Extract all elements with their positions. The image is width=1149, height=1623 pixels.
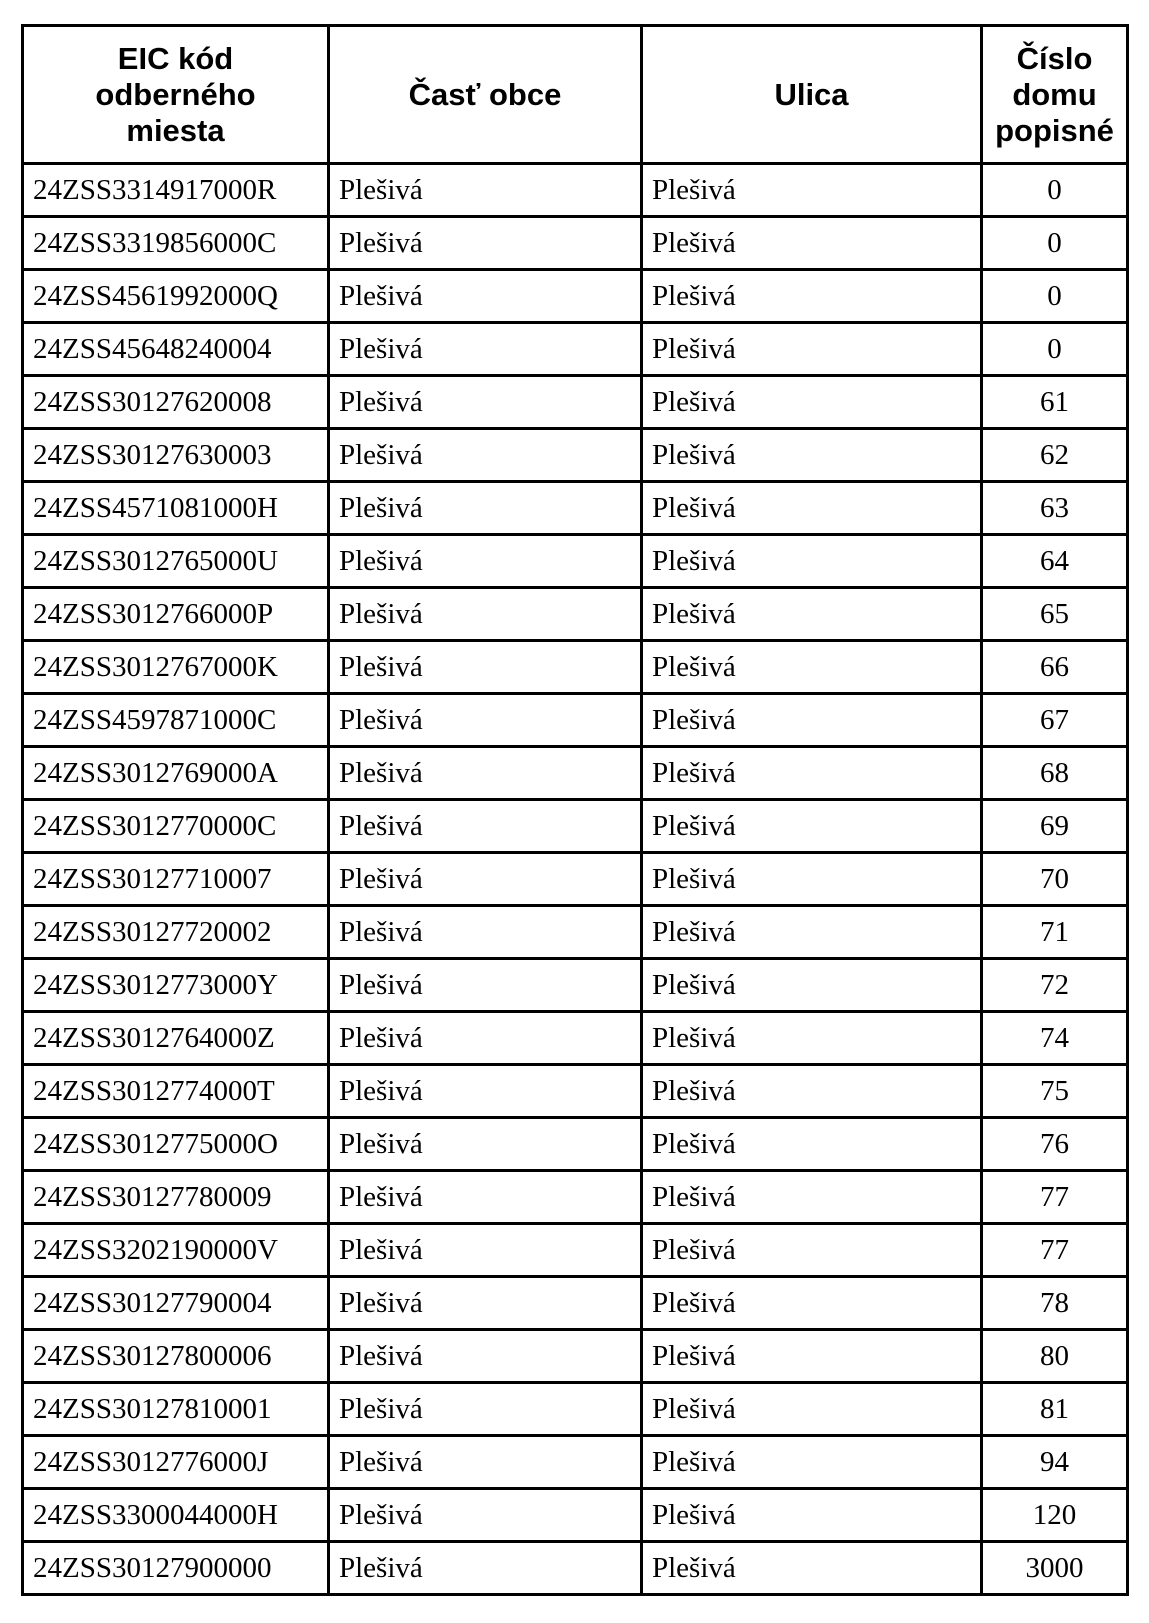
eic-code-cell: 24ZSS45648240004 bbox=[23, 323, 329, 376]
street-cell: Plešivá bbox=[642, 1224, 982, 1277]
header-house-number bbox=[982, 26, 1128, 164]
table-row bbox=[23, 747, 1128, 800]
table-row bbox=[23, 641, 1128, 694]
part-of-town-cell: Plešivá bbox=[329, 1277, 642, 1330]
street-cell: Plešivá bbox=[642, 853, 982, 906]
eic-code-cell: 24ZSS30127710007 bbox=[23, 853, 329, 906]
eic-code-cell: 24ZSS30127800006 bbox=[23, 1330, 329, 1383]
part-of-town-cell: Plešivá bbox=[329, 164, 642, 217]
house-number-cell: 74 bbox=[982, 1012, 1128, 1065]
eic-code-cell: 24ZSS3012769000A bbox=[23, 747, 329, 800]
house-number-cell: 72 bbox=[982, 959, 1128, 1012]
eic-code-cell: 24ZSS30127790004 bbox=[23, 1277, 329, 1330]
table-row bbox=[23, 1383, 1128, 1436]
table-row bbox=[23, 1012, 1128, 1065]
house-number-cell: 78 bbox=[982, 1277, 1128, 1330]
house-number-cell: 75 bbox=[982, 1065, 1128, 1118]
street-cell: Plešivá bbox=[642, 1330, 982, 1383]
house-number-cell: 62 bbox=[982, 429, 1128, 482]
eic-code-cell: 24ZSS3300044000H bbox=[23, 1489, 329, 1542]
table-row bbox=[23, 1436, 1128, 1489]
table-row bbox=[23, 588, 1128, 641]
table-body bbox=[23, 164, 1128, 1595]
house-number-cell: 3000 bbox=[982, 1542, 1128, 1595]
street-cell: Plešivá bbox=[642, 694, 982, 747]
eic-address-table bbox=[21, 24, 1129, 1596]
table-row bbox=[23, 482, 1128, 535]
eic-code-cell: 24ZSS3202190000V bbox=[23, 1224, 329, 1277]
house-number-cell: 68 bbox=[982, 747, 1128, 800]
table-row bbox=[23, 1118, 1128, 1171]
table-row bbox=[23, 800, 1128, 853]
eic-code-cell: 24ZSS4597871000C bbox=[23, 694, 329, 747]
eic-code-cell: 24ZSS30127620008 bbox=[23, 376, 329, 429]
part-of-town-cell: Plešivá bbox=[329, 1171, 642, 1224]
part-of-town-cell: Plešivá bbox=[329, 482, 642, 535]
street-cell: Plešivá bbox=[642, 482, 982, 535]
house-number-cell: 61 bbox=[982, 376, 1128, 429]
table-row bbox=[23, 694, 1128, 747]
table-row bbox=[23, 1171, 1128, 1224]
table-row bbox=[23, 323, 1128, 376]
eic-code-cell: 24ZSS4561992000Q bbox=[23, 270, 329, 323]
street-cell: Plešivá bbox=[642, 588, 982, 641]
header-house-number-line: Číslo bbox=[1016, 40, 1093, 76]
header-eic-code-line: odberného bbox=[95, 76, 256, 112]
table-row bbox=[23, 535, 1128, 588]
house-number-cell: 94 bbox=[982, 1436, 1128, 1489]
eic-code-cell: 24ZSS30127630003 bbox=[23, 429, 329, 482]
document-table-container bbox=[21, 24, 1129, 1596]
street-cell: Plešivá bbox=[642, 747, 982, 800]
eic-code-cell: 24ZSS3012765000U bbox=[23, 535, 329, 588]
table-row bbox=[23, 959, 1128, 1012]
eic-code-cell: 24ZSS3012776000J bbox=[23, 1436, 329, 1489]
part-of-town-cell: Plešivá bbox=[329, 588, 642, 641]
part-of-town-cell: Plešivá bbox=[329, 429, 642, 482]
header-eic-code bbox=[23, 26, 329, 164]
table-row bbox=[23, 1065, 1128, 1118]
street-cell: Plešivá bbox=[642, 959, 982, 1012]
part-of-town-cell: Plešivá bbox=[329, 217, 642, 270]
street-cell: Plešivá bbox=[642, 164, 982, 217]
table-row bbox=[23, 1542, 1128, 1595]
eic-code-cell: 24ZSS3012770000C bbox=[23, 800, 329, 853]
street-cell: Plešivá bbox=[642, 429, 982, 482]
part-of-town-cell: Plešivá bbox=[329, 1065, 642, 1118]
part-of-town-cell: Plešivá bbox=[329, 800, 642, 853]
house-number-cell: 0 bbox=[982, 323, 1128, 376]
eic-code-cell: 24ZSS30127900000 bbox=[23, 1542, 329, 1595]
house-number-cell: 64 bbox=[982, 535, 1128, 588]
eic-code-cell: 24ZSS3012773000Y bbox=[23, 959, 329, 1012]
part-of-town-cell: Plešivá bbox=[329, 1436, 642, 1489]
table-row bbox=[23, 853, 1128, 906]
street-cell: Plešivá bbox=[642, 1489, 982, 1542]
house-number-cell: 66 bbox=[982, 641, 1128, 694]
street-cell: Plešivá bbox=[642, 1171, 982, 1224]
house-number-cell: 76 bbox=[982, 1118, 1128, 1171]
part-of-town-cell: Plešivá bbox=[329, 641, 642, 694]
header-part-of-town: Časť obce bbox=[329, 26, 642, 164]
table-row bbox=[23, 429, 1128, 482]
eic-code-cell: 24ZSS3012764000Z bbox=[23, 1012, 329, 1065]
part-of-town-cell: Plešivá bbox=[329, 323, 642, 376]
house-number-cell: 69 bbox=[982, 800, 1128, 853]
house-number-cell: 0 bbox=[982, 270, 1128, 323]
eic-code-cell: 24ZSS3012766000P bbox=[23, 588, 329, 641]
street-cell: Plešivá bbox=[642, 323, 982, 376]
part-of-town-cell: Plešivá bbox=[329, 1118, 642, 1171]
header-street: Ulica bbox=[642, 26, 982, 164]
street-cell: Plešivá bbox=[642, 217, 982, 270]
street-cell: Plešivá bbox=[642, 270, 982, 323]
table-row bbox=[23, 1330, 1128, 1383]
eic-code-cell: 24ZSS3012767000K bbox=[23, 641, 329, 694]
street-cell: Plešivá bbox=[642, 1065, 982, 1118]
part-of-town-cell: Plešivá bbox=[329, 535, 642, 588]
table-row bbox=[23, 1489, 1128, 1542]
eic-code-cell: 24ZSS3319856000C bbox=[23, 217, 329, 270]
eic-code-cell: 24ZSS3012775000O bbox=[23, 1118, 329, 1171]
street-cell: Plešivá bbox=[642, 1436, 982, 1489]
house-number-cell: 80 bbox=[982, 1330, 1128, 1383]
header-house-number-line: domu bbox=[1012, 76, 1097, 112]
header-eic-code-line: EIC kód bbox=[117, 40, 234, 76]
eic-code-cell: 24ZSS30127780009 bbox=[23, 1171, 329, 1224]
house-number-cell: 81 bbox=[982, 1383, 1128, 1436]
house-number-cell: 67 bbox=[982, 694, 1128, 747]
table-row bbox=[23, 164, 1128, 217]
part-of-town-cell: Plešivá bbox=[329, 853, 642, 906]
table-row bbox=[23, 906, 1128, 959]
street-cell: Plešivá bbox=[642, 1383, 982, 1436]
table-header-row bbox=[23, 26, 1128, 164]
street-cell: Plešivá bbox=[642, 641, 982, 694]
part-of-town-cell: Plešivá bbox=[329, 1383, 642, 1436]
table-row bbox=[23, 217, 1128, 270]
street-cell: Plešivá bbox=[642, 1277, 982, 1330]
part-of-town-cell: Plešivá bbox=[329, 906, 642, 959]
house-number-cell: 71 bbox=[982, 906, 1128, 959]
street-cell: Plešivá bbox=[642, 906, 982, 959]
part-of-town-cell: Plešivá bbox=[329, 1330, 642, 1383]
eic-code-cell: 24ZSS4571081000H bbox=[23, 482, 329, 535]
part-of-town-cell: Plešivá bbox=[329, 376, 642, 429]
house-number-cell: 77 bbox=[982, 1171, 1128, 1224]
house-number-cell: 120 bbox=[982, 1489, 1128, 1542]
street-cell: Plešivá bbox=[642, 1012, 982, 1065]
part-of-town-cell: Plešivá bbox=[329, 1542, 642, 1595]
eic-code-cell: 24ZSS30127720002 bbox=[23, 906, 329, 959]
street-cell: Plešivá bbox=[642, 1118, 982, 1171]
header-house-number-line: popisné bbox=[995, 112, 1114, 148]
table-row bbox=[23, 1277, 1128, 1330]
street-cell: Plešivá bbox=[642, 800, 982, 853]
part-of-town-cell: Plešivá bbox=[329, 1224, 642, 1277]
table-row bbox=[23, 1224, 1128, 1277]
house-number-cell: 63 bbox=[982, 482, 1128, 535]
street-cell: Plešivá bbox=[642, 535, 982, 588]
eic-code-cell: 24ZSS30127810001 bbox=[23, 1383, 329, 1436]
table-row bbox=[23, 376, 1128, 429]
table-row bbox=[23, 270, 1128, 323]
house-number-cell: 0 bbox=[982, 164, 1128, 217]
street-cell: Plešivá bbox=[642, 376, 982, 429]
eic-code-cell: 24ZSS3012774000T bbox=[23, 1065, 329, 1118]
part-of-town-cell: Plešivá bbox=[329, 270, 642, 323]
part-of-town-cell: Plešivá bbox=[329, 1489, 642, 1542]
house-number-cell: 65 bbox=[982, 588, 1128, 641]
part-of-town-cell: Plešivá bbox=[329, 694, 642, 747]
house-number-cell: 77 bbox=[982, 1224, 1128, 1277]
header-eic-code-line: miesta bbox=[126, 112, 225, 148]
part-of-town-cell: Plešivá bbox=[329, 747, 642, 800]
house-number-cell: 0 bbox=[982, 217, 1128, 270]
house-number-cell: 70 bbox=[982, 853, 1128, 906]
part-of-town-cell: Plešivá bbox=[329, 1012, 642, 1065]
street-cell: Plešivá bbox=[642, 1542, 982, 1595]
part-of-town-cell: Plešivá bbox=[329, 959, 642, 1012]
eic-code-cell: 24ZSS3314917000R bbox=[23, 164, 329, 217]
